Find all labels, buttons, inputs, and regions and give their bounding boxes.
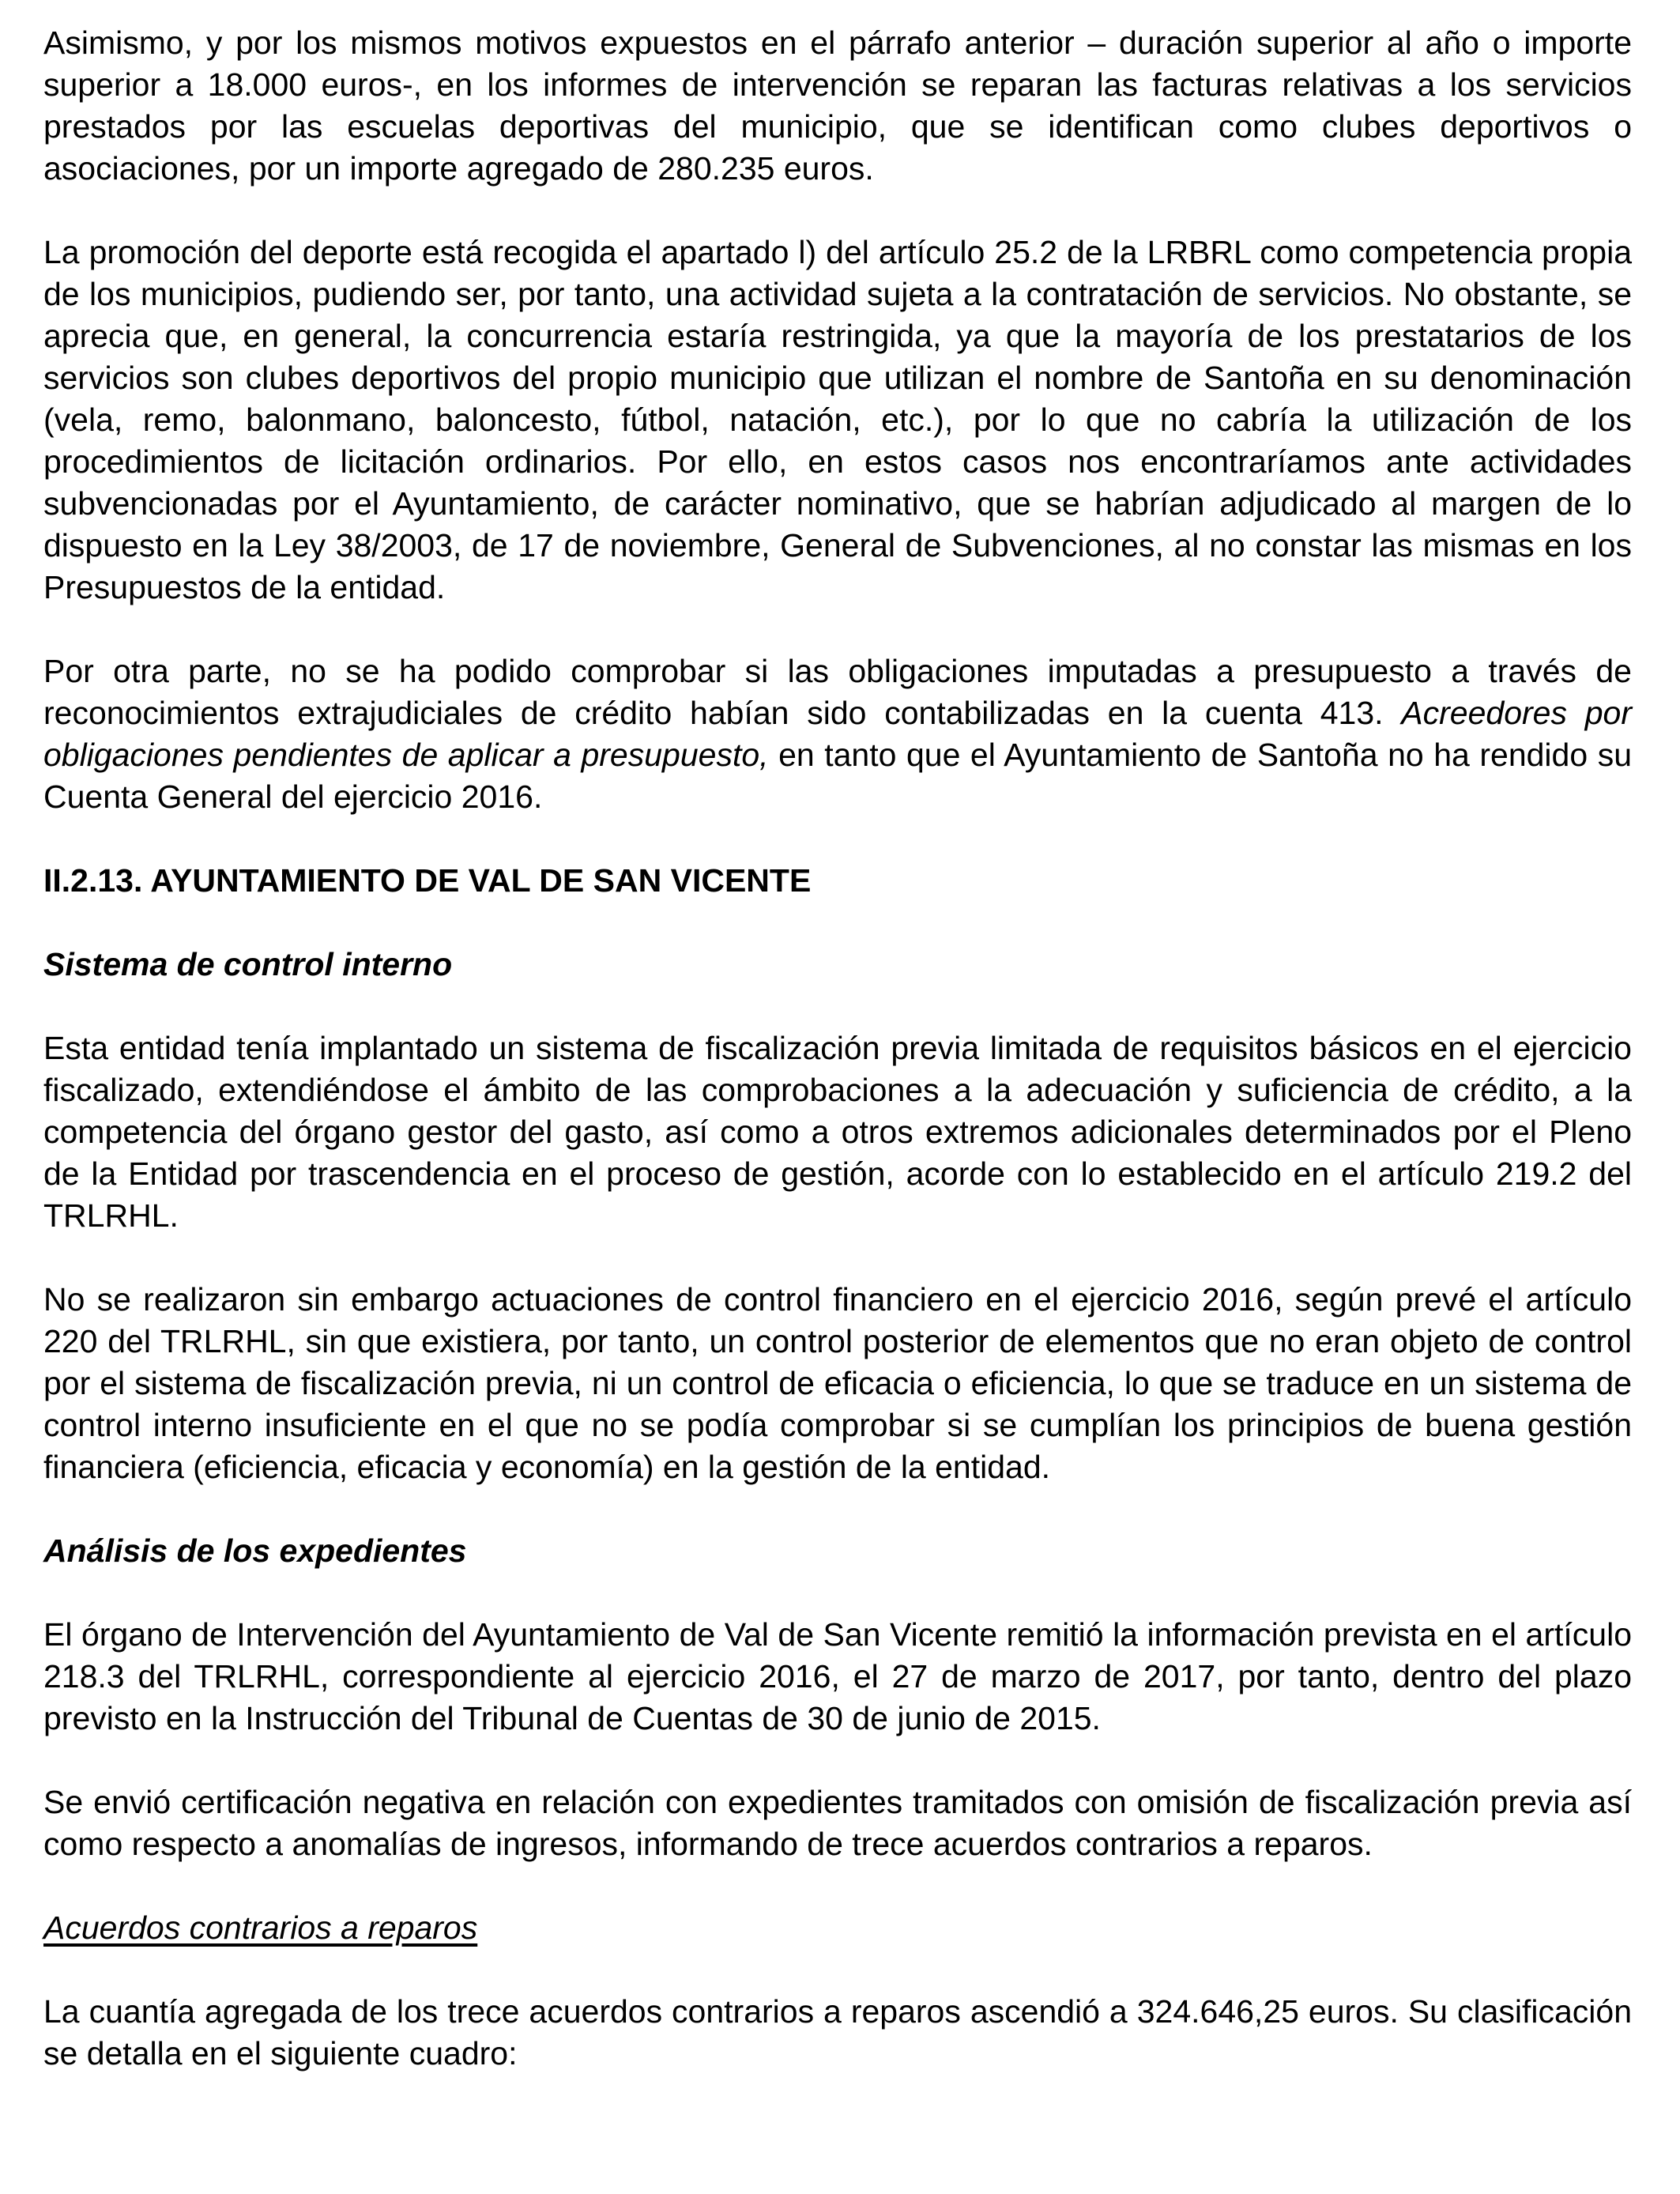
paragraph-escuelas-deportivas: Asimismo, y por los mismos motivos expuestos en el párrafo anterior – duración superior al año o importe superior a 18.000 euros-, en los informes de intervención se reparan las facturas relativas a los servicios prestados por las escuelas deportivas del municipio, que se identifican como clubes deportivos o asociaciones, por un importe agregado de 280.235 euros. — [43, 25, 1632, 187]
document-page — [43, 22, 1632, 2075]
paragraph-promocion-deporte: La promoción del deporte está recogida el apartado l) del artículo 25.2 de la LRBRL como competencia propia de los municipios, pudiendo ser, por tanto, una actividad sujeta a la contratación de servicios. No obstante, se aprecia que, en general, la concurrencia estaría restringida, ya que la mayoría de los prestatarios de los servicios son clubes deportivos del propio municipio que utilizan el nombre de Santoña en su denominación (vela, remo, balonmano, baloncesto, fútbol, natación, etc.), por lo que no cabría la utilización de los procedimientos de licitación ordinarios. Por ello, en estos casos nos encontraríamos ante actividades subvencionadas por el Ayuntamiento, de carácter nominativo, que se habrían adjudicado al margen de lo dispuesto en la Ley 38/2003, de 17 de noviembre, General de Subvenciones, al no constar las mismas en los Presupuestos de la entidad. — [43, 234, 1632, 605]
paragraph-cuenta-413-start: Por otra parte, no se ha podido comprobar si las obligaciones imputadas a presupuesto a través de reconocimientos extrajudiciales de crédito habían sido contabilizadas en la cuenta 413. — [43, 653, 1632, 731]
subheading-acuerdos-contrarios: Acuerdos contrarios a reparos — [43, 1909, 478, 1946]
paragraph-cuenta-413 — [43, 650, 1632, 818]
paragraph-certificacion-negativa: Se envió certificación negativa en relación con expedientes tramitados con omisión de fiscalización previa así como respecto a anomalías de ingresos, informando de trece acuerdos contrarios a reparos. — [43, 1784, 1632, 1862]
paragraph-control-financiero: No se realizaron sin embargo actuaciones de control financiero en el ejercicio 2016, según prevé el artículo 220 del TRLRHL, sin que existiera, por tanto, un control posterior de elementos que no eran objeto de control por el sistema de fiscalización previa, ni un control de eficacia o eficiencia, lo que se traduce en un sistema de control interno insuficiente en el que no se podía comprobar si se cumplían los principios de buena gestión financiera (eficiencia, eficacia y economía) en la gestión de la entidad. — [43, 1281, 1632, 1485]
paragraph-cuenta-413-italic: Acreedores por obligaciones pendientes de aplicar a presupuesto, — [43, 695, 1632, 773]
section-heading: II.2.13. AYUNTAMIENTO DE VAL DE SAN VICENTE — [43, 862, 812, 899]
paragraph-organo-intervencion: El órgano de Intervención del Ayuntamiento de Val de San Vicente remitió la información prevista en el artículo 218.3 del TRLRHL, correspondiente al ejercicio 2016, el 27 de marzo de 2017, por tanto, dentro del plazo previsto en la Instrucción del Tribunal de Cuentas de 30 de junio de 2015. — [43, 1616, 1632, 1736]
paragraph-cuenta-413-end: en tanto que el Ayuntamiento de Santoña no ha rendido su Cuenta General del ejercicio 2016. — [43, 737, 1632, 815]
paragraph-cuantia-agregada: La cuantía agregada de los trece acuerdos contrarios a reparos ascendió a 324.646,25 euros. Su clasificación se detalla en el siguiente cuadro: — [43, 1993, 1632, 2071]
subheading-control-interno: Sistema de control interno — [43, 946, 453, 982]
subheading-analisis-expedientes: Análisis de los expedientes — [43, 1532, 467, 1569]
paragraph-fiscalizacion-previa: Esta entidad tenía implantado un sistema de fiscalización previa limitada de requisitos básicos en el ejercicio fiscalizado, extendiéndose el ámbito de las comprobaciones a la adecuación y suficiencia de crédito, a la competencia del órgano gestor del gasto, así como a otros extremos adicionales determinados por el Pleno de la Entidad por trascendencia en el proceso de gestión, acorde con lo establecido en el artículo 219.2 del TRLRHL. — [43, 1030, 1632, 1234]
